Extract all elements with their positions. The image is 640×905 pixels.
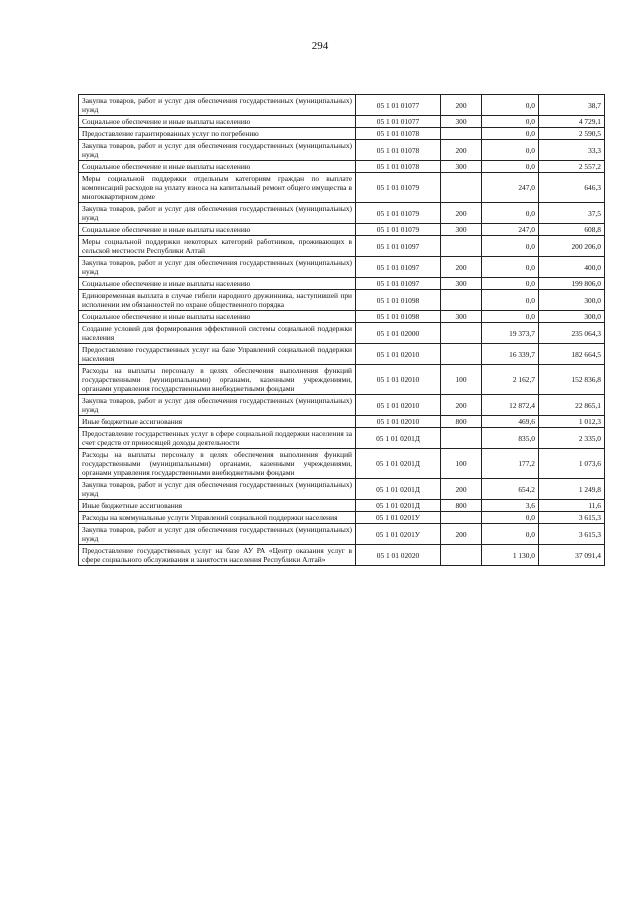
row-code-cell: 05 1 01 01097 [356,257,441,278]
row-name-cell: Социальное обеспечение и иные выплаты населению [79,224,356,236]
row-type-cell [441,323,482,344]
row-code-cell: 05 1 01 0201У [356,512,441,524]
row-type-cell: 100 [441,449,482,479]
row-value-1-cell: 835,0 [482,428,539,449]
table-row [79,416,605,428]
row-value-1-cell: 2 162,7 [482,365,539,395]
row-type-cell: 200 [441,479,482,500]
row-value-2-cell: 200 206,0 [539,236,605,257]
row-name-cell: Закупка товаров, работ и услуг для обеспечения государственных (муниципальных) нужд [79,524,356,545]
row-value-1-cell: 0,0 [482,311,539,323]
row-value-2-cell: 199 806,0 [539,278,605,290]
row-value-1-cell: 0,0 [482,140,539,161]
table-row [79,278,605,290]
row-value-1-cell: 0,0 [482,161,539,173]
row-name-cell: Расходы на выплаты персоналу в целях обеспечения выполнения функций государственными (муниципальными) органами, казенными учреждениями, органами управления государственными внебюджетными фондами [79,449,356,479]
row-value-2-cell: 1 249,8 [539,479,605,500]
table-row [79,479,605,500]
row-name-cell: Закупка товаров, работ и услуг для обеспечения государственных (муниципальных) нужд [79,479,356,500]
table-row [79,290,605,311]
row-code-cell: 05 1 01 0201Д [356,479,441,500]
table-row [79,257,605,278]
row-value-1-cell: 0,0 [482,524,539,545]
row-name-cell: Социальное обеспечение и иные выплаты населению [79,278,356,290]
row-value-2-cell: 37 091,4 [539,545,605,566]
row-type-cell: 800 [441,416,482,428]
table-row [79,449,605,479]
row-name-cell: Иные бюджетные ассигнования [79,500,356,512]
table-row [79,365,605,395]
row-code-cell: 05 1 01 01079 [356,224,441,236]
row-type-cell: 200 [441,203,482,224]
row-type-cell: 800 [441,500,482,512]
row-value-1-cell: 1 130,0 [482,545,539,566]
row-code-cell: 05 1 01 01097 [356,236,441,257]
row-value-2-cell: 3 615,3 [539,512,605,524]
row-value-1-cell: 16 339,7 [482,344,539,365]
row-value-1-cell: 0,0 [482,116,539,128]
row-value-1-cell: 247,0 [482,173,539,203]
row-name-cell: Предоставление государственных услуг в сфере социальной поддержки населения за счет средств от приносящей доходы деятельности [79,428,356,449]
row-value-2-cell: 2 335,0 [539,428,605,449]
row-name-cell: Социальное обеспечение и иные выплаты населению [79,116,356,128]
row-code-cell: 05 1 01 02020 [356,545,441,566]
row-code-cell: 05 1 01 01079 [356,173,441,203]
row-code-cell: 05 1 01 01098 [356,290,441,311]
row-code-cell: 05 1 01 01078 [356,161,441,173]
budget-table [78,94,605,566]
table-row [79,428,605,449]
row-value-2-cell: 4 729,1 [539,116,605,128]
row-type-cell [441,344,482,365]
row-value-2-cell: 400,0 [539,257,605,278]
row-type-cell: 100 [441,365,482,395]
row-code-cell: 05 1 01 0201У [356,524,441,545]
row-type-cell: 200 [441,140,482,161]
row-value-2-cell: 22 865,1 [539,395,605,416]
row-value-2-cell: 182 664,5 [539,344,605,365]
table-row [79,512,605,524]
row-type-cell: 300 [441,224,482,236]
row-name-cell: Меры социальной поддержки некоторых категорий работников, проживающих в сельской местности Республики Алтай [79,236,356,257]
row-name-cell: Предоставление гарантированных услуг по погребению [79,128,356,140]
table-row [79,140,605,161]
row-value-1-cell: 177,2 [482,449,539,479]
table-row [79,203,605,224]
row-type-cell: 300 [441,311,482,323]
row-code-cell: 05 1 01 01097 [356,278,441,290]
row-value-1-cell: 654,2 [482,479,539,500]
row-value-1-cell: 0,0 [482,512,539,524]
table-row [79,344,605,365]
row-name-cell: Расходы на коммунальные услуги Управлений социальной поддержки населения [79,512,356,524]
row-value-2-cell: 3 615,3 [539,524,605,545]
row-value-2-cell: 608,8 [539,224,605,236]
row-value-1-cell: 3,6 [482,500,539,512]
table-row [79,95,605,116]
row-value-1-cell: 469,6 [482,416,539,428]
row-code-cell: 05 1 01 02010 [356,395,441,416]
row-name-cell: Меры социальной поддержки отдельным категориям граждан по выплате компенсаций расходов на уплату взноса на капитальный ремонт общего имущества в многоквартирном доме [79,173,356,203]
row-code-cell: 05 1 01 01077 [356,116,441,128]
row-value-1-cell: 19 373,7 [482,323,539,344]
row-name-cell: Закупка товаров, работ и услуг для обеспечения государственных (муниципальных) нужд [79,140,356,161]
row-code-cell: 05 1 01 02010 [356,344,441,365]
row-name-cell: Закупка товаров, работ и услуг для обеспечения государственных (муниципальных) нужд [79,203,356,224]
row-code-cell: 05 1 01 02010 [356,416,441,428]
row-value-2-cell: 2 557,2 [539,161,605,173]
row-name-cell: Предоставление государственных услуг на базе АУ РА «Центр оказания услуг в сфере социального обслуживания и занятости населения Республики Алтай» [79,545,356,566]
row-type-cell [441,512,482,524]
row-type-cell [441,128,482,140]
table-row [79,224,605,236]
row-type-cell: 300 [441,116,482,128]
row-value-2-cell: 11,6 [539,500,605,512]
row-value-2-cell: 33,3 [539,140,605,161]
row-name-cell: Иные бюджетные ассигнования [79,416,356,428]
row-code-cell: 05 1 01 01078 [356,140,441,161]
row-value-2-cell: 646,3 [539,173,605,203]
row-code-cell: 05 1 01 01077 [356,95,441,116]
row-value-2-cell: 2 590,5 [539,128,605,140]
row-name-cell: Социальное обеспечение и иные выплаты населению [79,161,356,173]
table-row [79,545,605,566]
row-value-1-cell: 0,0 [482,95,539,116]
row-value-2-cell: 38,7 [539,95,605,116]
table-row [79,128,605,140]
row-type-cell [441,545,482,566]
row-code-cell: 05 1 01 01098 [356,311,441,323]
row-value-1-cell: 0,0 [482,236,539,257]
row-type-cell [441,290,482,311]
row-value-2-cell: 300,0 [539,290,605,311]
row-name-cell: Предоставление государственных услуг на базе Управлений социальной поддержки населения [79,344,356,365]
row-value-1-cell: 0,0 [482,128,539,140]
row-value-1-cell: 247,0 [482,224,539,236]
row-type-cell: 200 [441,95,482,116]
table-row [79,173,605,203]
table-row [79,395,605,416]
row-name-cell: Создание условий для формирования эффективной системы социальной поддержки населения [79,323,356,344]
row-value-1-cell: 0,0 [482,257,539,278]
row-value-2-cell: 1 073,6 [539,449,605,479]
row-value-1-cell: 0,0 [482,203,539,224]
row-name-cell: Закупка товаров, работ и услуг для обеспечения государственных (муниципальных) нужд [79,395,356,416]
row-value-2-cell: 1 012,3 [539,416,605,428]
row-code-cell: 05 1 01 0201Д [356,449,441,479]
row-value-1-cell: 12 872,4 [482,395,539,416]
table-row [79,161,605,173]
row-code-cell: 05 1 01 0201Д [356,500,441,512]
row-name-cell: Социальное обеспечение и иные выплаты населению [79,311,356,323]
row-code-cell: 05 1 01 02010 [356,365,441,395]
row-type-cell: 300 [441,278,482,290]
row-code-cell: 05 1 01 0201Д [356,428,441,449]
table-row [79,323,605,344]
row-value-2-cell: 152 836,8 [539,365,605,395]
row-name-cell: Закупка товаров, работ и услуг для обеспечения государственных (муниципальных) нужд [79,257,356,278]
row-code-cell: 05 1 01 01079 [356,203,441,224]
row-name-cell: Закупка товаров, работ и услуг для обеспечения государственных (муниципальных) нужд [79,95,356,116]
table-row [79,236,605,257]
table-row [79,116,605,128]
row-value-2-cell: 235 064,3 [539,323,605,344]
row-type-cell [441,173,482,203]
row-type-cell: 200 [441,257,482,278]
row-name-cell: Расходы на выплаты персоналу в целях обеспечения выполнения функций государственными (муниципальными) органами, казенными учреждениями, органами управления государственными внебюджетными фондами [79,365,356,395]
row-name-cell: Единовременная выплата в случае гибели народного дружинника, наступившей при исполнении им обязанностей по охране общественного порядка [79,290,356,311]
row-type-cell [441,428,482,449]
page-number: 294 [311,40,329,52]
row-type-cell: 200 [441,524,482,545]
row-value-1-cell: 0,0 [482,290,539,311]
row-value-1-cell: 0,0 [482,278,539,290]
row-type-cell: 300 [441,161,482,173]
row-type-cell: 200 [441,395,482,416]
budget-table-body [79,95,605,566]
row-value-2-cell: 37,5 [539,203,605,224]
row-type-cell [441,236,482,257]
table-row [79,311,605,323]
row-code-cell: 05 1 01 02000 [356,323,441,344]
table-row [79,524,605,545]
table-row [79,500,605,512]
row-code-cell: 05 1 01 01078 [356,128,441,140]
row-value-2-cell: 300,0 [539,311,605,323]
